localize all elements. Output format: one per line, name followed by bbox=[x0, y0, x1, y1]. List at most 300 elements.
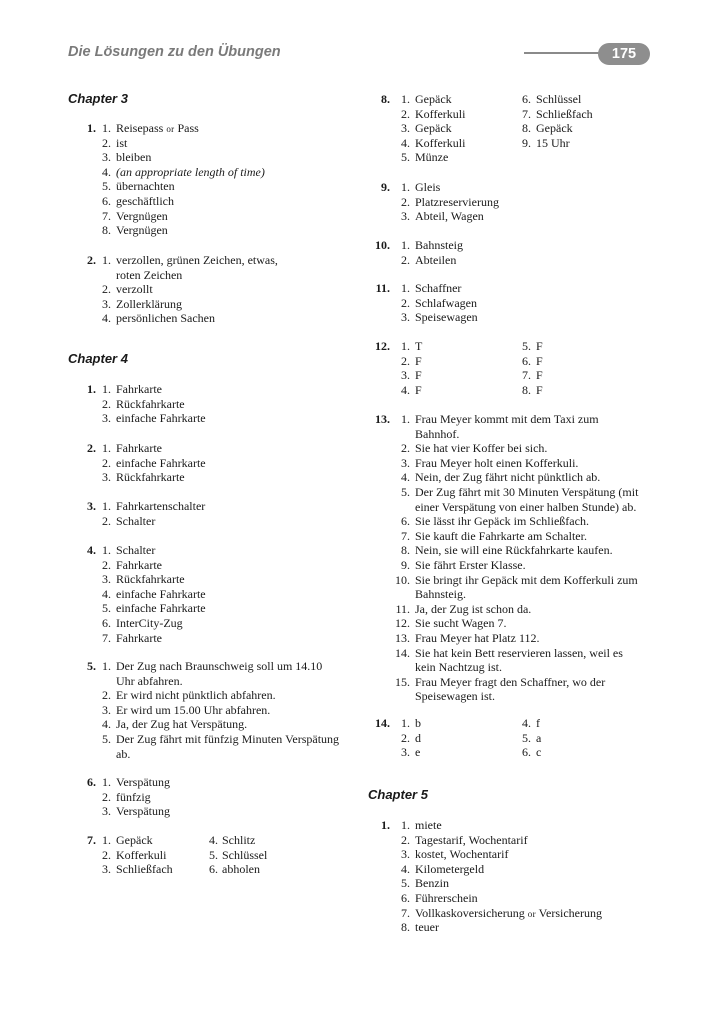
answer-text bbox=[116, 804, 170, 819]
item-number: 4. bbox=[102, 311, 111, 326]
item-number: 1. bbox=[401, 412, 410, 426]
item-number: 3. bbox=[401, 121, 410, 136]
answer-text bbox=[415, 631, 540, 646]
answer-text bbox=[116, 179, 175, 194]
item-number: 2. bbox=[102, 282, 111, 297]
answer-fragment: kein Nachtzug ist. bbox=[415, 660, 502, 675]
answer-text bbox=[116, 194, 174, 209]
answer-fragment: Frau Meyer kommt mit dem Taxi zum bbox=[415, 412, 599, 426]
answer-text bbox=[222, 833, 255, 848]
answer-text bbox=[415, 456, 578, 471]
answer-fragment: einer Verspätung von einer halben Stunde) ab. bbox=[415, 499, 637, 514]
answer-fragment: Er wird nicht pünktlich abfahren. bbox=[116, 688, 276, 703]
answer-fragment: Vollkaskoversicherung bbox=[415, 905, 525, 920]
item-number: 1. bbox=[102, 121, 111, 135]
answer-fragment: F bbox=[415, 382, 422, 397]
answer-text bbox=[116, 441, 162, 456]
answer-text bbox=[536, 745, 541, 760]
answer-text bbox=[415, 862, 484, 877]
answer-text bbox=[415, 833, 528, 848]
item-number: 5. bbox=[401, 150, 410, 165]
answer-fragment: Bahnhof. bbox=[415, 426, 460, 441]
answer-text bbox=[415, 920, 439, 935]
answer-fragment: Er wird um 15.00 Uhr abfahren. bbox=[116, 702, 271, 717]
exercise-number: 5. bbox=[87, 659, 96, 673]
answer-text bbox=[415, 876, 449, 891]
answer-text bbox=[415, 689, 495, 704]
answer-text bbox=[116, 631, 162, 646]
answer-fragment: d bbox=[415, 730, 421, 745]
answer-text bbox=[415, 238, 463, 253]
answer-fragment: Sie bringt ihr Gepäck mit dem Kofferkuli zum bbox=[415, 572, 638, 587]
answer-fragment: Schlafwagen bbox=[415, 295, 477, 310]
item-number: 1. bbox=[401, 818, 410, 832]
running-header-title: Die Lösungen zu den Übungen bbox=[68, 44, 281, 60]
answer-text bbox=[415, 818, 442, 833]
answer-text bbox=[222, 848, 267, 863]
answer-fragment: verzollen, grünen Zeichen, etwas, bbox=[116, 253, 278, 267]
exercise-number: 1. bbox=[87, 121, 96, 135]
answer-fragment: Reisepass bbox=[116, 121, 164, 135]
item-number: 7. bbox=[522, 106, 531, 121]
answer-fragment: Pass bbox=[177, 121, 199, 135]
answer-text bbox=[116, 848, 166, 863]
answer-fragment: Frau Meyer hat Platz 112. bbox=[415, 631, 540, 645]
item-number: 2. bbox=[102, 513, 111, 528]
answer-text bbox=[116, 311, 215, 326]
item-number: 5. bbox=[401, 876, 410, 891]
exercise-number: 1. bbox=[381, 818, 390, 832]
answer-fragment: F bbox=[415, 353, 422, 368]
exercise-number: 6. bbox=[87, 775, 96, 789]
item-number: 2. bbox=[102, 688, 111, 703]
answer-text bbox=[415, 891, 478, 906]
answer-text bbox=[536, 731, 541, 746]
answer-text bbox=[116, 587, 206, 602]
answer-text bbox=[415, 529, 587, 544]
item-number: 1. bbox=[102, 833, 111, 847]
item-number: 8. bbox=[522, 382, 531, 397]
answer-fragment: abholen bbox=[222, 862, 260, 877]
exercise-number: 10. bbox=[375, 238, 390, 252]
answer-text bbox=[116, 514, 155, 529]
item-number: 5. bbox=[401, 485, 410, 499]
answer-text bbox=[415, 296, 477, 311]
answer-fragment: Vergnügen bbox=[116, 223, 168, 238]
answer-fragment: Nein, sie will eine Rückfahrkarte kaufen. bbox=[415, 543, 613, 558]
item-number: 5. bbox=[102, 179, 111, 194]
answer-text bbox=[222, 862, 260, 877]
answer-fragment: Verspätung bbox=[116, 804, 170, 819]
item-number: 3. bbox=[401, 310, 410, 325]
answer-text bbox=[116, 790, 151, 805]
answer-text bbox=[415, 660, 502, 675]
answer-fragment: Schließfach bbox=[116, 862, 173, 877]
answer-fragment: miete bbox=[415, 818, 442, 832]
answer-fragment: Bahnsteig. bbox=[415, 587, 466, 602]
chapter-3-heading: Chapter 3 bbox=[68, 91, 128, 106]
item-number: 3. bbox=[401, 745, 410, 760]
item-number: 6. bbox=[522, 745, 531, 760]
item-number: 4. bbox=[522, 716, 531, 730]
answer-text bbox=[415, 107, 465, 122]
answer-fragment: Kilometergeld bbox=[415, 861, 485, 876]
answer-fragment: Rückfahrkarte bbox=[116, 572, 185, 587]
item-number: 2. bbox=[401, 441, 410, 456]
answer-text bbox=[116, 397, 185, 412]
answer-text bbox=[415, 383, 422, 398]
item-number: 2. bbox=[401, 730, 410, 745]
answer-fragment: Verspätung bbox=[116, 775, 170, 789]
answer-text bbox=[415, 906, 602, 922]
item-number: 3. bbox=[102, 804, 111, 819]
answer-fragment: Schaffner bbox=[415, 281, 462, 295]
answer-text bbox=[536, 354, 543, 369]
item-number: 5. bbox=[522, 339, 531, 353]
answer-text bbox=[116, 223, 168, 238]
item-number: 1. bbox=[102, 253, 111, 267]
item-number: 1. bbox=[102, 543, 111, 557]
item-number: 1. bbox=[401, 281, 410, 295]
answer-text bbox=[415, 150, 448, 165]
answer-fragment: Abteilen bbox=[415, 252, 457, 267]
answer-fragment: Speisewagen ist. bbox=[415, 689, 495, 704]
item-number: 5. bbox=[102, 732, 111, 746]
item-number: 3. bbox=[102, 470, 111, 485]
answer-text bbox=[415, 195, 499, 210]
answer-fragment: fünfzig bbox=[116, 789, 151, 804]
item-number: 4. bbox=[401, 382, 410, 397]
answer-fragment: Fahrkarte bbox=[116, 557, 162, 572]
item-number: 2. bbox=[401, 353, 410, 368]
page-number-badge: 175 bbox=[598, 43, 650, 65]
answer-fragment: teuer bbox=[415, 920, 439, 935]
answer-fragment: Schlüssel bbox=[536, 92, 582, 106]
answer-fragment: Fahrkarte bbox=[116, 382, 162, 396]
answer-text bbox=[415, 339, 422, 354]
answer-fragment: Sie fährt Erster Klasse. bbox=[415, 558, 526, 572]
item-number: 3. bbox=[102, 862, 111, 877]
item-number: 3. bbox=[401, 209, 410, 224]
answer-fragment: Schalter bbox=[116, 513, 156, 528]
answer-text bbox=[116, 136, 127, 151]
answer-text bbox=[116, 209, 168, 224]
answer-text bbox=[415, 745, 420, 760]
answer-text bbox=[536, 136, 570, 151]
item-number: 1. bbox=[102, 499, 111, 513]
item-number: 1. bbox=[102, 659, 111, 673]
answer-text bbox=[415, 136, 465, 151]
exercise-number: 3. bbox=[87, 499, 96, 513]
item-number: 7. bbox=[102, 630, 111, 645]
item-number: 2. bbox=[102, 847, 111, 862]
answer-text bbox=[415, 731, 421, 746]
exercise-number: 8. bbox=[381, 92, 390, 106]
answer-text bbox=[415, 602, 531, 617]
item-number: 1. bbox=[401, 180, 410, 194]
exercise-number: 4. bbox=[87, 543, 96, 557]
small-caps-or: or bbox=[166, 124, 175, 134]
item-number: 10. bbox=[395, 572, 410, 587]
answer-fragment: Führerschein bbox=[415, 891, 478, 905]
answer-text bbox=[116, 165, 265, 180]
answer-fragment: Abteil, Wagen bbox=[415, 209, 484, 224]
item-number: 7. bbox=[401, 528, 410, 543]
answer-text bbox=[415, 354, 422, 369]
answer-fragment: verzollt bbox=[116, 282, 153, 297]
answer-text bbox=[415, 121, 452, 136]
item-number: 4. bbox=[401, 135, 410, 150]
answer-text bbox=[536, 716, 540, 731]
answer-fragment: kostet, Wochentarif bbox=[415, 847, 509, 862]
answer-text bbox=[536, 92, 581, 107]
answer-text bbox=[116, 253, 278, 268]
item-number: 2. bbox=[401, 832, 410, 847]
item-number: 1. bbox=[102, 775, 111, 789]
small-caps-or: or bbox=[527, 908, 536, 919]
answer-fragment: Tagestarif, Wochentarif bbox=[415, 832, 528, 847]
item-number: 3. bbox=[102, 150, 111, 165]
item-number: 14. bbox=[395, 645, 410, 660]
answer-text bbox=[116, 862, 173, 877]
answer-text bbox=[415, 368, 422, 383]
item-number: 6. bbox=[209, 862, 218, 877]
answer-text bbox=[415, 253, 456, 268]
answer-fragment: e bbox=[415, 745, 421, 760]
item-number: 5. bbox=[102, 601, 111, 616]
answer-fragment: einfache Fahrkarte bbox=[116, 601, 206, 616]
item-number: 5. bbox=[209, 847, 218, 862]
item-number: 13. bbox=[395, 631, 410, 645]
answer-text bbox=[116, 747, 130, 762]
answer-text bbox=[415, 543, 613, 558]
answer-fragment: Schlitz bbox=[222, 833, 256, 847]
item-number: 3. bbox=[401, 368, 410, 383]
answer-text bbox=[536, 107, 593, 122]
answer-text bbox=[116, 297, 182, 312]
item-number: 1. bbox=[401, 238, 410, 252]
answer-fragment: Gepäck bbox=[536, 121, 573, 136]
answer-text bbox=[415, 646, 623, 661]
item-number: 3. bbox=[401, 455, 410, 470]
item-number: 2. bbox=[401, 252, 410, 267]
answer-fragment: Sie kauft die Fahrkarte am Schalter. bbox=[415, 528, 587, 543]
item-number: 15. bbox=[395, 674, 410, 689]
item-number: 2. bbox=[401, 106, 410, 121]
item-number: 7. bbox=[401, 905, 410, 920]
item-number: 4. bbox=[102, 586, 111, 601]
answer-text bbox=[116, 282, 153, 297]
answer-text bbox=[536, 339, 543, 354]
answer-text bbox=[116, 456, 206, 471]
item-number: 12. bbox=[395, 616, 410, 631]
answer-text bbox=[116, 703, 270, 718]
answer-text bbox=[116, 732, 339, 747]
item-number: 6. bbox=[401, 891, 410, 905]
answer-fragment: Kofferkuli bbox=[415, 106, 466, 121]
answer-fragment: Bahnsteig bbox=[415, 238, 463, 252]
answer-text bbox=[415, 427, 459, 442]
exercise-number: 2. bbox=[87, 253, 96, 267]
answer-fragment: Gepäck bbox=[116, 833, 153, 847]
answer-text bbox=[116, 150, 151, 165]
answer-fragment: Sie hat kein Bett reservieren lassen, weil es bbox=[415, 645, 623, 660]
item-number: 8. bbox=[522, 121, 531, 136]
exercise-number: 12. bbox=[375, 339, 390, 353]
item-number: 4. bbox=[401, 861, 410, 876]
exercise-number: 1. bbox=[87, 382, 96, 396]
answer-text bbox=[116, 601, 206, 616]
item-number: 7. bbox=[522, 368, 531, 383]
answer-fragment: Der Zug fährt mit fünfzig Minuten Verspätung bbox=[116, 732, 340, 746]
answer-text bbox=[116, 572, 185, 587]
item-number: 8. bbox=[102, 223, 111, 238]
chapter-5-heading: Chapter 5 bbox=[368, 787, 428, 802]
answer-fragment: 15 Uhr bbox=[536, 135, 570, 150]
item-number: 11. bbox=[395, 601, 410, 616]
answer-fragment: Benzin bbox=[415, 876, 449, 891]
answer-fragment: Uhr abfahren. bbox=[116, 673, 183, 688]
answer-fragment: Gleis bbox=[415, 180, 441, 194]
answer-fragment: Sie sucht Wagen 7. bbox=[415, 616, 507, 631]
item-number: 7. bbox=[102, 208, 111, 223]
exercise-number: 13. bbox=[375, 412, 390, 426]
answer-text bbox=[415, 558, 526, 573]
item-number: 2. bbox=[102, 789, 111, 804]
answer-text bbox=[116, 499, 205, 514]
item-number: 3. bbox=[102, 572, 111, 587]
answer-fragment: Münze bbox=[415, 150, 449, 165]
answer-text bbox=[116, 543, 155, 558]
answer-text bbox=[116, 688, 276, 703]
answer-text bbox=[415, 180, 440, 195]
item-number: 3. bbox=[102, 702, 111, 717]
item-number: 4. bbox=[401, 470, 410, 485]
answer-text bbox=[415, 716, 421, 731]
answer-fragment: bleiben bbox=[116, 150, 152, 165]
answer-fragment: Vergnügen bbox=[116, 208, 168, 223]
answer-fragment: (an appropriate length of time) bbox=[116, 164, 265, 179]
answer-text bbox=[116, 717, 247, 732]
item-number: 3. bbox=[102, 411, 111, 426]
answer-text bbox=[415, 675, 605, 690]
answer-text bbox=[116, 558, 162, 573]
item-number: 2. bbox=[102, 396, 111, 411]
item-number: 2. bbox=[401, 295, 410, 310]
answer-fragment: InterCity-Zug bbox=[116, 616, 183, 630]
item-number: 1. bbox=[401, 716, 410, 730]
answer-text bbox=[415, 92, 452, 107]
answer-fragment: Ja, der Zug hat Verspätung. bbox=[116, 717, 248, 732]
item-number: 2. bbox=[102, 135, 111, 150]
answer-text bbox=[415, 281, 461, 296]
answer-fragment: Kofferkuli bbox=[116, 847, 167, 862]
item-number: 6. bbox=[401, 514, 410, 529]
answer-fragment: Fahrkartenschalter bbox=[116, 499, 206, 513]
answer-fragment: b bbox=[415, 716, 421, 730]
item-number: 1. bbox=[401, 339, 410, 353]
answer-text bbox=[415, 500, 636, 515]
item-number: 4. bbox=[102, 717, 111, 732]
answer-fragment: Frau Meyer holt einen Kofferkuli. bbox=[415, 455, 579, 470]
answer-text bbox=[415, 310, 478, 325]
answer-fragment: F bbox=[536, 368, 543, 383]
item-number: 9. bbox=[401, 558, 410, 572]
answer-text bbox=[415, 616, 506, 631]
answer-fragment: ab. bbox=[116, 746, 131, 761]
answer-fragment: Kofferkuli bbox=[415, 135, 466, 150]
chapter-4-heading: Chapter 4 bbox=[68, 351, 128, 366]
item-number: 3. bbox=[401, 847, 410, 862]
exercise-number: 7. bbox=[87, 833, 96, 847]
answer-fragment: Schließfach bbox=[536, 106, 593, 121]
answer-text bbox=[116, 470, 185, 485]
answer-fragment: persönlichen Sachen bbox=[116, 311, 215, 326]
answer-fragment: geschäftlich bbox=[116, 194, 174, 208]
answer-fragment: T bbox=[415, 339, 423, 353]
answer-fragment: ist bbox=[116, 135, 128, 150]
answer-fragment: Schlüssel bbox=[222, 847, 268, 862]
answer-fragment: Gepäck bbox=[415, 121, 452, 136]
answer-fragment: Gepäck bbox=[415, 92, 452, 106]
answer-text bbox=[116, 616, 183, 631]
answer-text bbox=[536, 368, 543, 383]
item-number: 2. bbox=[102, 455, 111, 470]
answer-fragment: Rückfahrkarte bbox=[116, 396, 185, 411]
answer-text bbox=[116, 268, 182, 283]
answer-text bbox=[116, 659, 322, 674]
answer-text bbox=[536, 121, 573, 136]
exercise-number: 9. bbox=[381, 180, 390, 194]
answer-fragment: a bbox=[536, 730, 542, 745]
item-number: 6. bbox=[522, 353, 531, 368]
answer-text bbox=[536, 383, 543, 398]
answer-fragment: Speisewagen bbox=[415, 310, 478, 325]
exercise-number: 14. bbox=[375, 716, 390, 730]
answer-fragment: roten Zeichen bbox=[116, 267, 183, 282]
answer-text bbox=[116, 833, 153, 848]
item-number: 8. bbox=[401, 543, 410, 558]
answer-fragment: einfache Fahrkarte bbox=[116, 455, 206, 470]
answer-text bbox=[116, 411, 206, 426]
answer-fragment: F bbox=[536, 353, 543, 368]
answer-fragment: Nein, der Zug fährt nicht pünktlich ab. bbox=[415, 470, 601, 485]
answer-text bbox=[116, 121, 199, 137]
answer-fragment: Fahrkarte bbox=[116, 630, 162, 645]
answer-fragment: Sie lässt ihr Gepäck im Schließfach. bbox=[415, 514, 589, 529]
answer-text bbox=[116, 775, 170, 790]
item-number: 6. bbox=[102, 194, 111, 208]
item-number: 5. bbox=[522, 730, 531, 745]
answer-text bbox=[415, 485, 638, 500]
answer-text bbox=[415, 573, 638, 588]
item-number: 2. bbox=[102, 557, 111, 572]
answer-fragment: Schalter bbox=[116, 543, 156, 557]
answer-fragment: Rückfahrkarte bbox=[116, 470, 185, 485]
answer-fragment: Der Zug fährt mit 30 Minuten Verspätung (mit bbox=[415, 485, 639, 499]
answer-fragment: c bbox=[536, 745, 542, 760]
item-number: 1. bbox=[102, 441, 111, 455]
answer-text bbox=[116, 674, 183, 689]
item-number: 1. bbox=[102, 382, 111, 396]
answer-text bbox=[415, 441, 547, 456]
answer-text bbox=[415, 470, 600, 485]
answer-text bbox=[415, 412, 599, 427]
answer-fragment: Versicherung bbox=[538, 905, 602, 920]
item-number: 1. bbox=[401, 92, 410, 106]
item-number: 4. bbox=[102, 164, 111, 179]
answer-fragment: Platzreservierung bbox=[415, 194, 499, 209]
